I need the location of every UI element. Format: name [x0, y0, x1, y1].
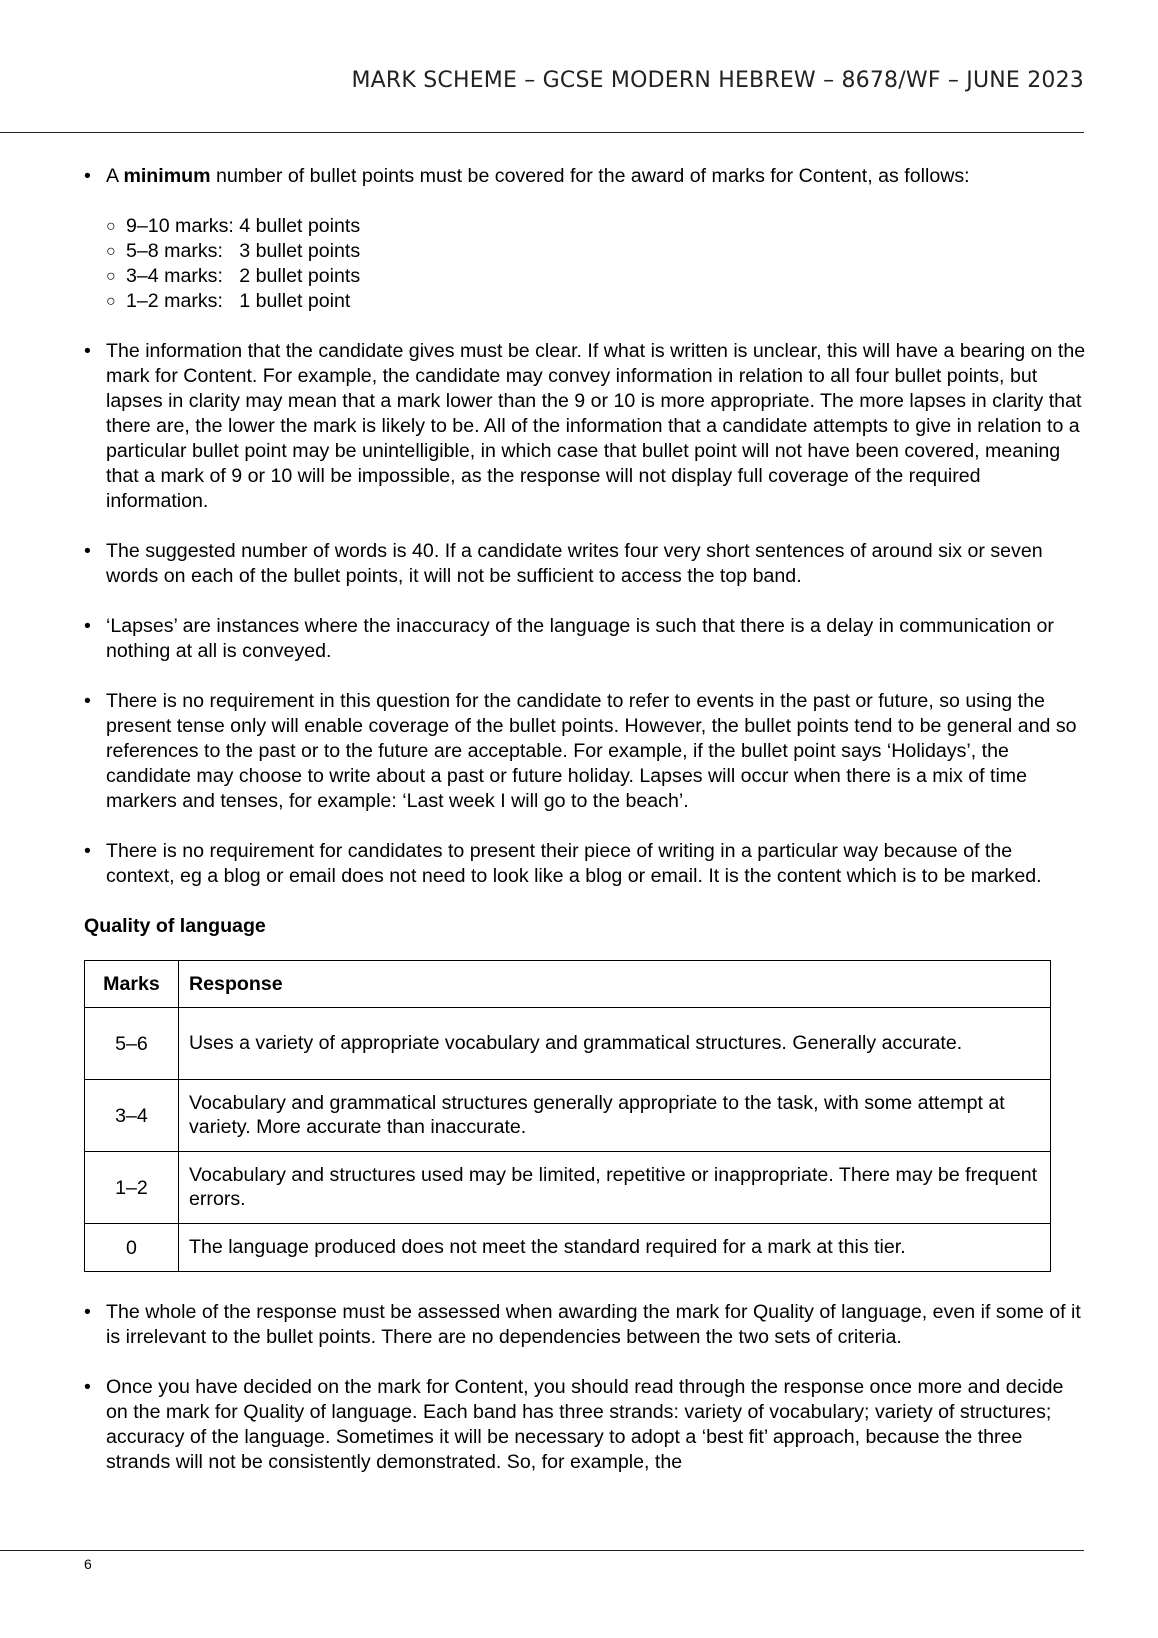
marks-cell: 3–4 [85, 1080, 179, 1152]
marks-cell: 0 [85, 1224, 179, 1272]
bullet-best-fit: • Once you have decided on the mark for Content, you should read through the response once more and decide on the mark for Quality of language. Each band has three strands: variety of vocabulary; variety of structures; accuracy of the language. Sometimes it will be necessary to adopt a ‘best fit’ approach, because the three strands will not be consistently demonstrated. So, for example, the [84, 1376, 1064, 1473]
header-divider [0, 132, 1084, 133]
footer-divider [0, 1550, 1084, 1551]
bullet-icon: • [84, 165, 91, 187]
table-header-row [85, 961, 1051, 1008]
quality-of-language-table [84, 960, 1051, 1272]
circle-bullet-icon: ○ [106, 243, 116, 260]
response-cell: The language produced does not meet the standard required for a mark at this tier. [179, 1224, 1051, 1272]
bullet-icon: • [84, 615, 91, 637]
bullet-text-prefix: A [106, 165, 124, 187]
bullet-presentation: • There is no requirement for candidates to present their piece of writing in a particular way because of the context, eg a blog or email does not need to look like a blog or email. It is the content which is to be marked. [84, 840, 1042, 887]
bullet-whole-response: • The whole of the response must be assessed when awarding the mark for Quality of language, even if some of it is irrelevant to the bullet points. There are no dependencies between the two sets of criteria. [84, 1301, 1081, 1348]
table-row [85, 1152, 1051, 1224]
table-row [85, 1008, 1051, 1080]
bullet-icon: • [84, 340, 91, 362]
bullet-text-rest: number of bullet points must be covered for the award of marks for Content, as follows: [210, 165, 970, 187]
bullet-icon: • [84, 540, 91, 562]
main-content [84, 164, 1086, 1500]
response-column-header: Response [179, 961, 1051, 1008]
sub-list-item: ○ 5–8 marks: 3 bullet points [106, 240, 361, 262]
bullet-tenses: • There is no requirement in this question for the candidate to refer to events in the past or future, so using the present tense only will enable coverage of the bullet points. However, the bullet points tend to be general and so references to the past or to the future are acceptable. For example, if the bullet point says ‘Holidays’, the candidate may choose to write about a past or future holiday. Lapses will occur when there is a mix of time markers and tenses, for example: ‘Last week I will go to the beach’. [84, 690, 1077, 812]
bullet-minimum-points [84, 164, 1086, 314]
page-number: 6 [84, 1556, 92, 1572]
response-cell: Vocabulary and grammatical structures generally appropriate to the task, with some attempt at variety. More accurate than inaccurate. [179, 1080, 1051, 1152]
circle-bullet-icon: ○ [106, 218, 116, 235]
table-row [85, 1224, 1051, 1272]
bullet-lapses: • ‘Lapses’ are instances where the inaccuracy of the language is such that there is a delay in communication or nothing at all is conveyed. [84, 615, 1054, 662]
sub-list [106, 214, 1086, 314]
circle-bullet-icon: ○ [106, 268, 116, 285]
bullet-text-bold: minimum [123, 165, 211, 187]
bullet-icon: • [84, 690, 91, 712]
table-row [85, 1080, 1051, 1152]
sub-list-item: ○ 9–10 marks: 4 bullet points [106, 215, 361, 237]
marks-column-header: Marks [85, 961, 179, 1008]
bullet-icon: • [84, 840, 91, 862]
marks-cell: 1–2 [85, 1152, 179, 1224]
page-header: MARK SCHEME – GCSE MODERN HEBREW – 8678/WF – JUNE 2023 [351, 68, 1084, 93]
bullet-word-count: • The suggested number of words is 40. If a candidate writes four very short sentences of around six or seven words on each of the bullet points, it will not be sufficient to access the top band. [84, 540, 1043, 587]
quality-of-language-heading: Quality of language [84, 915, 266, 937]
marks-cell: 5–6 [85, 1008, 179, 1080]
response-cell: Vocabulary and structures used may be limited, repetitive or inappropriate. There may be frequent errors. [179, 1152, 1051, 1224]
sub-list-item: ○ 3–4 marks: 2 bullet points [106, 265, 361, 287]
after-table-bullets [84, 1300, 1086, 1475]
bullet-icon: • [84, 1301, 91, 1323]
bullet-clarity: • The information that the candidate gives must be clear. If what is written is unclear, this will have a bearing on the mark for Content. For example, the candidate may convey information in relation to all four bullet points, but lapses in clarity may mean that a mark lower than the 9 or 10 is more appropriate. The more lapses in clarity that there are, the lower the mark is likely to be. All of the information that a candidate attempts to give in relation to a particular bullet point may be unintelligible, in which case that bullet point will not have been covered, meaning that a mark of 9 or 10 will be impossible, as the response will not display full coverage of the required information. [84, 340, 1086, 512]
response-cell: Uses a variety of appropriate vocabulary and grammatical structures. Generally accurate. [179, 1008, 1051, 1080]
sub-list-item: ○ 1–2 marks: 1 bullet point [106, 290, 351, 312]
bullet-icon: • [84, 1376, 91, 1398]
circle-bullet-icon: ○ [106, 293, 116, 310]
